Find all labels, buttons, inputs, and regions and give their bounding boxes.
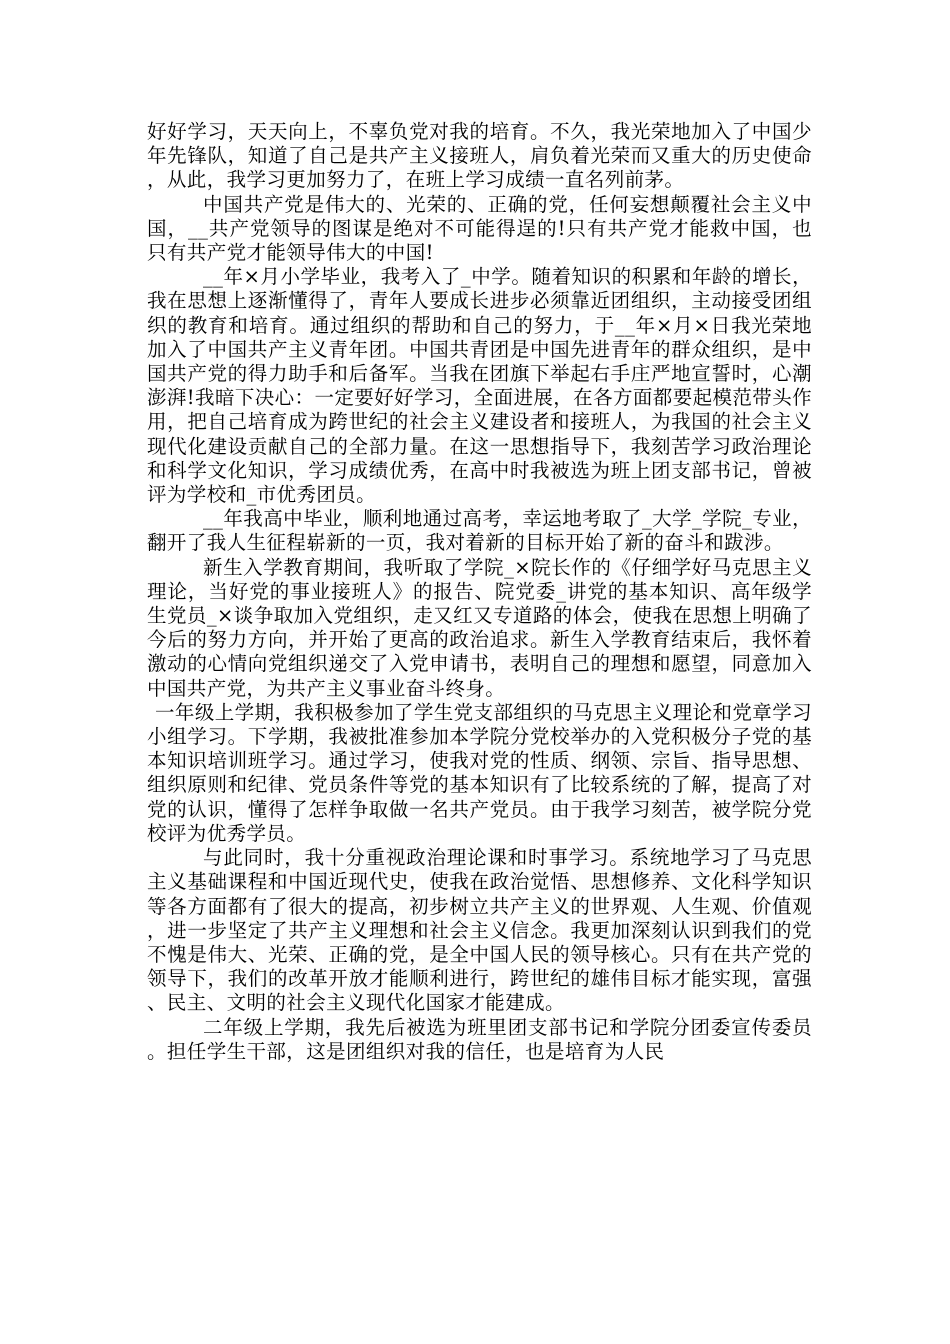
- paragraph: 与此同时，我十分重视政治理论课和时事学习。系统地学习了马克思主义基础课程和中国近现代史，使我在政治觉悟、思想修养、文化科学知识等各方面都有了很大的提高，初步树立共产主义的世界观、人生观、价值观，进一步坚定了共产主义理想和社会主义信念。我更加深刻认识到我们的党不愧是伟大、光荣、正确的党，是全中国人民的领导核心。只有在共产党的领导下，我们的改革开放才能顺利进行，跨世纪的雄伟目标才能实现，富强、民主、文明的社会主义现代化国家才能建成。: [147, 846, 812, 1015]
- paragraph: 二年级上学期，我先后被选为班里团支部书记和学院分团委宣传委员。担任学生干部，这是团组织对我的信任，也是培育为人民: [147, 1015, 812, 1063]
- paragraph: __年×月小学毕业，我考入了_中学。随着知识的积累和年龄的增长，我在思想上逐渐懂得了，青年人要成长进步必须靠近团组织，主动接受团组织的教育和培育。通过组织的帮助和自己的努力，于__年×月×日我光荣地加入了中国共产主义青年团。中国共青团是中国先进青年的群众组织，是中国共产党的得力助手和后备军。当我在团旗下举起右手庄严地宣誓时，心潮澎湃!我暗下决心：一定要好好学习，全面进展，在各方面都要起模范带头作用，把自己培育成为跨世纪的社会主义建设者和接班人，为我国的社会主义现代化建设贡献自己的全部力量。在这一思想指导下，我刻苦学习政治理论和科学文化知识，学习成绩优秀，在高中时我被选为班上团支部书记，曾被评为学校和_市优秀团员。: [147, 265, 812, 507]
- paragraph: __年我高中毕业，顺利地通过高考，幸运地考取了_大学_学院_专业，翻开了我人生征程崭新的一页，我对着新的目标开始了新的奋斗和跋涉。: [147, 507, 812, 555]
- paragraph: 中国共产党是伟大的、光荣的、正确的党，任何妄想颠覆社会主义中国，__共产党领导的图谋是绝对不可能得逞的!只有共产党才能救中国，也只有共产党才能领导伟大的中国!: [147, 192, 812, 265]
- paragraph: 好好学习，天天向上，不辜负党对我的培育。不久，我光荣地加入了中国少年先锋队，知道了自己是共产主义接班人，肩负着光荣而又重大的历史使命，从此，我学习更加努力了，在班上学习成绩一直名列前茅。: [147, 120, 812, 192]
- document-body: [147, 120, 812, 1064]
- paragraph: 新生入学教育期间，我听取了学院_×院长作的《仔细学好马克思主义理论，当好党的事业接班人》的报告、院党委_讲党的基本知识、高年级学生党员_×谈争取加入党组织，走又红又专道路的体会，使我在思想上明确了今后的努力方向，并开始了更高的政治追求。新生入学教育结束后，我怀着激动的心情向党组织递交了入党申请书，表明自己的理想和愿望，同意加入中国共产党，为共产主义事业奋斗终身。: [147, 555, 812, 700]
- paragraph: 一年级上学期，我积极参加了学生党支部组织的马克思主义理论和党章学习小组学习。下学期，我被批准参加本学院分党校举办的入党积极分子党的基本知识培训班学习。通过学习，使我对党的性质、纲领、宗旨、指导思想、组织原则和纪律、党员条件等党的基本知识有了比较系统的了解，提高了对党的认识，懂得了怎样争取做一名共产党员。由于我学习刻苦，被学院分党校评为优秀学员。: [147, 700, 812, 845]
